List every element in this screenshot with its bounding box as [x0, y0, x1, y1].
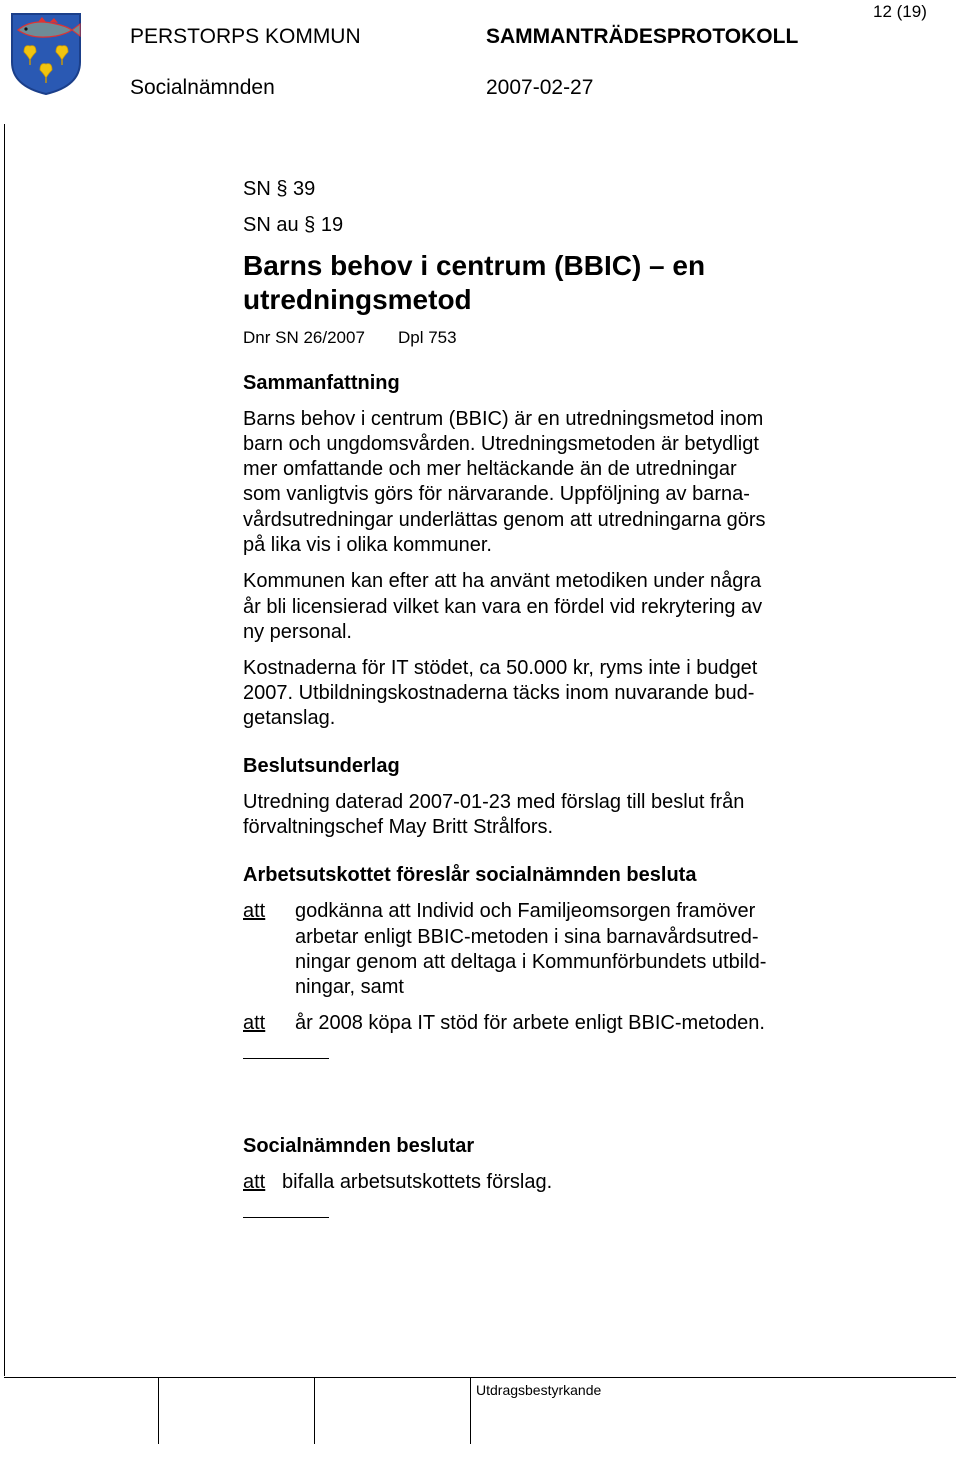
summary-heading: Sammanfattning: [243, 372, 400, 394]
decision-att: att: [243, 1171, 266, 1193]
page-title-line-1: Barns behov i centrum (BBIC) – en: [243, 250, 706, 281]
left-margin-line: [4, 124, 5, 1376]
summary-line: Kostnaderna för IT stödet, ca 50.000 kr, ryms inte i budget: [243, 657, 758, 679]
summary-line: barn och ungdomsvården. Utredningsmetoden är betydligt: [243, 433, 759, 455]
summary-line: 2007. Utbildningskostnaderna täcks inom nuvarande bud-: [243, 682, 755, 704]
proposal-att-2: att: [243, 1012, 266, 1034]
dpl-reference: Dpl 753: [398, 328, 457, 347]
summary-line: mer omfattande och mer heltäckande än de utredningar: [243, 458, 737, 480]
summary-line: som vanligtvis görs för närvarande. Uppföljning av barna-: [243, 483, 750, 505]
decision-text: bifalla arbetsutskottets förslag.: [282, 1171, 553, 1193]
dnr-reference: Dnr SN 26/2007: [243, 328, 365, 347]
footer-rule: [4, 1377, 956, 1378]
summary-line: ny personal.: [243, 621, 352, 643]
decision-heading: Socialnämnden beslutar: [243, 1135, 475, 1157]
summary-line: getanslag.: [243, 707, 336, 729]
page-number: 12 (19): [873, 2, 927, 21]
header-municipality: PERSTORPS KOMMUN: [130, 25, 361, 48]
footer-label: Utdragsbestyrkande: [476, 1382, 602, 1398]
proposal-item-1-line: arbetar enligt BBIC-metoden i sina barnavårdsutred-: [295, 926, 759, 948]
footer-divider: [470, 1377, 471, 1444]
section-sn: SN § 39: [243, 178, 316, 200]
summary-line: Kommunen kan efter att ha använt metodiken under några: [243, 570, 762, 592]
proposal-item-1-line: godkänna att Individ och Familjeomsorgen framöver: [295, 900, 756, 922]
summary-line: Barns behov i centrum (BBIC) är en utredningsmetod inom: [243, 408, 764, 430]
separator-rule: [243, 1217, 329, 1218]
separator-rule: [243, 1058, 329, 1059]
header-committee: Socialnämnden: [130, 76, 275, 99]
summary-line: vårdsutredningar underlättas genom att utredningarna görs: [243, 509, 766, 531]
summary-line: på lika vis i olika kommuner.: [243, 534, 492, 556]
section-sn-au: SN au § 19: [243, 214, 344, 236]
footer-divider: [314, 1377, 315, 1444]
municipal-coat-of-arms: [10, 12, 82, 96]
basis-line: Utredning daterad 2007-01-23 med förslag till beslut från: [243, 791, 745, 813]
summary-line: år bli licensierad vilket kan vara en fördel vid rekrytering av: [243, 596, 763, 618]
page-title-line-2: utredningsmetod: [243, 284, 472, 315]
footer-divider: [158, 1377, 159, 1444]
basis-line: förvaltningschef May Britt Strålfors.: [243, 816, 554, 838]
proposal-item-1-line: ningar genom att deltaga i Kommunförbundets utbild-: [295, 951, 767, 973]
proposal-heading: Arbetsutskottet föreslår socialnämnden besluta: [243, 864, 697, 886]
proposal-att-1: att: [243, 900, 266, 922]
proposal-item-2: år 2008 köpa IT stöd för arbete enligt BBIC-metoden.: [295, 1012, 765, 1034]
header-date: 2007-02-27: [486, 76, 594, 99]
basis-heading: Beslutsunderlag: [243, 755, 400, 777]
header-doc-type: SAMMANTRÄDESPROTOKOLL: [486, 25, 799, 48]
proposal-item-1-line: ningar, samt: [295, 976, 404, 998]
